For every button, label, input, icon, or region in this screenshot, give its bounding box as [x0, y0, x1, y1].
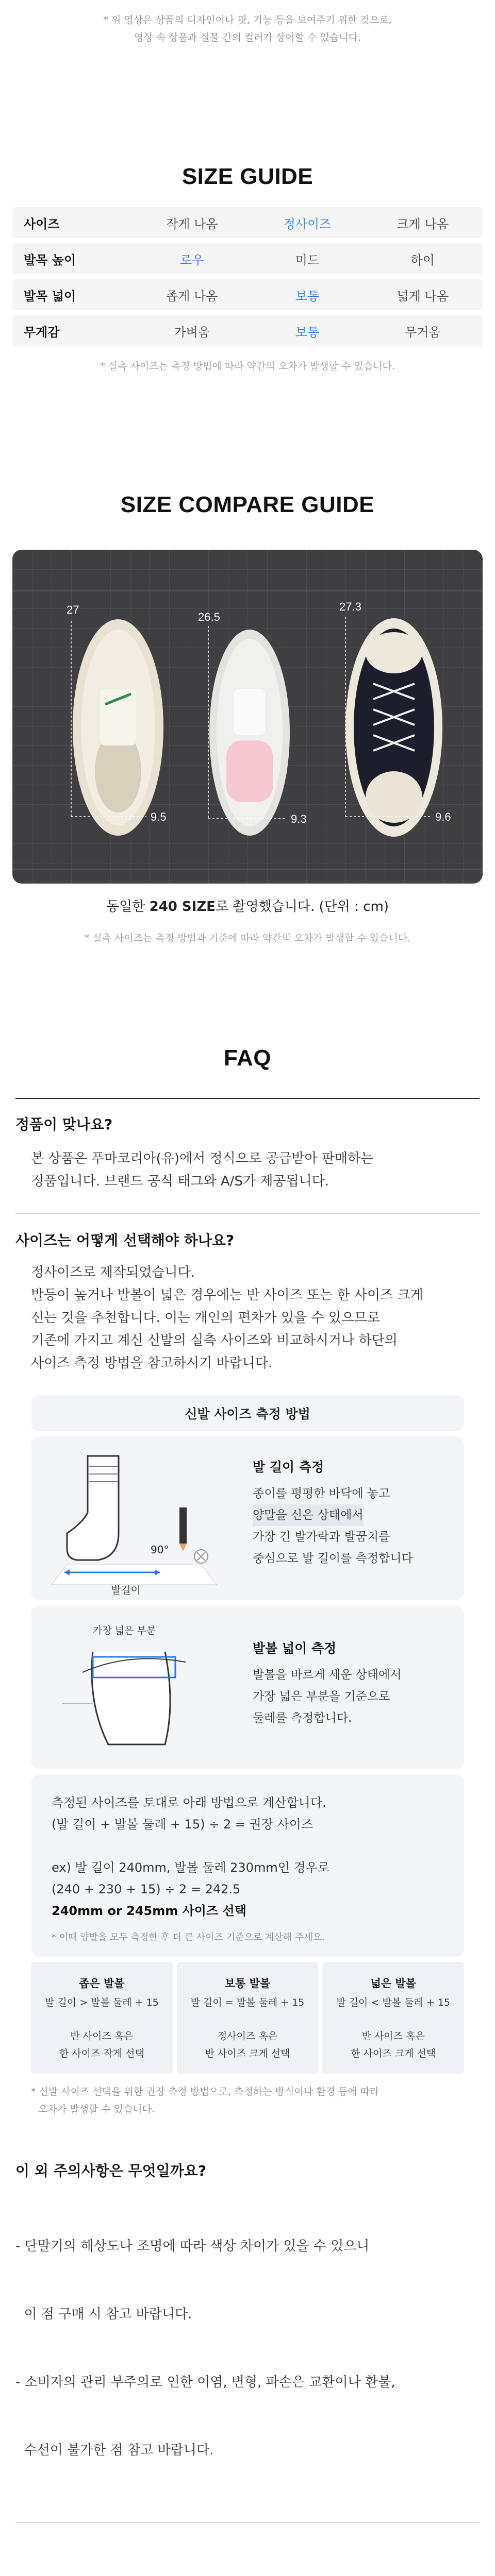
measure-guide: [31, 1395, 464, 2118]
faq-answer-2-line5: 사이즈 측정 방법을 참고하시기 바랍니다.: [31, 1355, 273, 1371]
size-guide-row: [12, 315, 483, 346]
foot-width-text: [253, 1638, 402, 1729]
size-calc-note: * 이때 양발을 모두 측정한 후 더 큰 사이즈 기준으로 계산해 주세요.: [52, 1932, 325, 1943]
faq-answer-3-line4: 수선이 불가한 점 참고 바랍니다.: [15, 2443, 214, 2458]
foot-length-label: 발길이: [111, 1584, 141, 1596]
narrow-width-card: [31, 1962, 173, 2074]
angle-label: 90°: [151, 1544, 169, 1556]
compare-caption-size: 240 SIZE: [149, 899, 216, 914]
shoe-3-width: 9.6: [435, 810, 451, 823]
wide-width-result-line2: 한 사이즈 크게 선택: [351, 2048, 436, 2059]
foot-width-desc-line1: 발볼을 바르게 세운 상태에서: [253, 1668, 402, 1682]
size-guide-table: [12, 202, 483, 351]
page-wrapper: [8, 0, 487, 2523]
size-calc-text: [52, 1792, 443, 1922]
size-guide-row-label: 발목 넓이: [12, 279, 132, 310]
faq-answer-2-line2: 발등이 높거나 발볼이 넓은 경우에는 반 사이즈 또는 한 사이즈 크게: [31, 1287, 423, 1303]
size-guide-row-label: 발목 높이: [12, 243, 132, 274]
size-calc-example: ex) 발 길이 240mm, 발볼 둘레 230mm인 경우로: [52, 1860, 330, 1875]
size-calc-formula: (발 길이 + 발볼 둘레 + 15) ÷ 2 = 권장 사이즈: [52, 1817, 314, 1832]
size-calc-result: 240mm or 245mm 사이즈 선택: [52, 1904, 246, 1918]
shoe-3-length: 27.3: [339, 600, 361, 613]
size-calc-example-formula: (240 + 230 + 15) ÷ 2 = 242.5: [52, 1882, 241, 1896]
foot-width-desc-line3: 둘레를 측정합니다.: [253, 1711, 352, 1725]
size-guide-option: 크게 나옴: [362, 207, 483, 238]
faq-answer-2-line1: 정사이즈로 제작되었습니다.: [31, 1265, 195, 1280]
faq-answer-3-line3: - 소비자의 관리 부주의로 인한 이염, 변형, 파손은 교환이나 환불,: [15, 2375, 395, 2390]
widest-part-label: 가장 넓은 부분: [93, 1625, 156, 1636]
normal-width-formula: 발 길이 = 발볼 둘레 + 15: [190, 1997, 305, 2008]
faq-answer-3-line2: 이 점 구매 시 참고 바랍니다.: [15, 2307, 192, 2322]
size-guide-option: 넓게 나옴: [362, 279, 483, 310]
measure-bottom-note-line2: 오차가 발생할 수 있습니다.: [38, 2104, 155, 2115]
foot-length-desc: [253, 1483, 413, 1569]
foot-length-desc-line2: 양말을 신은 상태에서: [253, 1504, 364, 1526]
faq-answer-2-line4: 기존에 가지고 계신 신발의 실측 사이즈와 비교하시거나 하단의: [31, 1333, 398, 1348]
foot-width-types: [31, 1962, 464, 2074]
compare-caption-post: 로 촬영했습니다. (단위 : cm): [215, 899, 389, 914]
foot-width-illustration: [62, 1641, 227, 1765]
video-note-line1: * 위 영상은 상품의 디자인이나 핏, 기능 등을 보여주기 위한 것으로,: [103, 14, 392, 26]
faq-divider: [15, 2522, 480, 2523]
faq-item-1: [15, 1099, 480, 1213]
wide-width-result: [325, 2027, 461, 2062]
measure-guide-title: 신발 사이즈 측정 방법: [31, 1395, 464, 1431]
size-guide-option: 정사이즈: [252, 207, 363, 238]
wide-width-card: [322, 1962, 464, 2074]
size-guide-option: 보통: [252, 315, 363, 346]
foot-width-desc-line2: 가장 넓은 부분을 기준으로: [253, 1690, 390, 1703]
faq-answer-2: [15, 1261, 480, 1375]
foot-length-illustration: [46, 1446, 232, 1595]
shoe-2-length: 26.5: [198, 611, 220, 623]
foot-length-box: [31, 1436, 464, 1600]
size-guide-option: 좁게 나옴: [132, 279, 252, 310]
normal-width-card: [177, 1962, 319, 2074]
narrow-width-result-line1: 반 사이즈 혹은: [70, 2030, 134, 2042]
shoe-1-length: 27: [67, 603, 79, 616]
narrow-width-result: [34, 2027, 170, 2062]
faq-question-2: 사이즈는 어떻게 선택해야 하나요?: [15, 1232, 235, 1249]
normal-width-result: [180, 2027, 316, 2062]
shoe-2-width: 9.3: [291, 812, 307, 825]
faq-answer-1-line1: 본 상품은 푸마코리아(유)에서 정식으로 공급받아 판매하는: [31, 1151, 374, 1166]
foot-length-desc-line3: 가장 긴 발가락과 발꿈치를: [253, 1530, 390, 1544]
wide-width-formula: 발 길이 < 발볼 둘레 + 15: [336, 1997, 451, 2008]
normal-width-result-line2: 반 사이즈 크게 선택: [205, 2048, 290, 2059]
faq-item-3: [15, 2144, 480, 2522]
size-guide-option: 로우: [132, 243, 252, 274]
shoe-1-width: 9.5: [151, 810, 167, 823]
compare-note: * 실측 사이즈는 측정 방법과 기준에 따라 약간의 오차가 발생할 수 있습니다.: [84, 933, 411, 944]
compare-caption: [8, 896, 487, 915]
faq-question-3: 이 외 주의사항은 무엇일까요?: [15, 2162, 207, 2179]
size-guide-row: [12, 243, 483, 274]
faq-item-2: [15, 1214, 480, 2133]
wide-width-title: 넓은 발볼: [370, 1977, 416, 1990]
measure-bottom-note: [31, 2083, 464, 2118]
size-guide-row-label: 사이즈: [12, 207, 132, 238]
faq-question-1: 정품이 맞나요?: [15, 1116, 113, 1133]
faq-answer-3: [15, 2190, 480, 2507]
faq-answer-1: [15, 1147, 480, 1193]
size-guide-note: * 실측 사이즈는 측정 방법에 따라 약간의 오차가 발생할 수 있습니다.: [100, 361, 395, 372]
faq-title: FAQ: [224, 1045, 271, 1071]
size-guide-row: [12, 279, 483, 310]
narrow-width-title: 좁은 발볼: [79, 1977, 125, 1990]
foot-length-title: 발 길이 측정: [253, 1460, 324, 1475]
normal-width-title: 보통 발볼: [224, 1977, 271, 1990]
measure-lines: [12, 550, 483, 884]
narrow-width-result-line2: 한 사이즈 작게 선택: [59, 2048, 144, 2059]
size-guide-option: 보통: [252, 279, 363, 310]
size-guide-title: SIZE GUIDE: [182, 164, 314, 189]
size-calc-box: [31, 1774, 464, 1957]
faq-answer-2-line3: 신는 것을 추천합니다. 이는 개인의 편차가 있을 수 있으므로: [31, 1310, 381, 1326]
video-note-line2: 영상 속 상품과 실물 간의 컬러가 상이할 수 있습니다.: [134, 32, 361, 43]
faq-answer-1-line2: 정품입니다. 브랜드 공식 태그와 A/S가 제공됩니다.: [31, 1174, 329, 1189]
narrow-width-formula: 발 길이 > 발볼 둘레 + 15: [44, 1997, 159, 2008]
wide-width-result-line1: 반 사이즈 혹은: [361, 2030, 425, 2042]
size-guide-option: 무거움: [362, 315, 483, 346]
video-note: [8, 0, 487, 46]
faq-answer-3-line1: - 단말기의 해상도나 조명에 따라 색상 차이가 있을 수 있으니: [15, 2239, 370, 2254]
size-guide-option: 미드: [252, 243, 363, 274]
shoe-compare-photo: [12, 550, 483, 884]
size-guide-option: 하이: [362, 243, 483, 274]
size-guide-option: 작게 나옴: [132, 207, 252, 238]
compare-title: SIZE COMPARE GUIDE: [120, 492, 375, 517]
foot-length-text: [253, 1457, 413, 1569]
foot-length-desc-line1: 종이를 평평한 바닥에 놓고: [253, 1487, 390, 1500]
foot-width-title: 발볼 넓이 측정: [253, 1641, 337, 1656]
size-guide-row-label: 무게감: [12, 315, 132, 346]
size-guide-row: [12, 207, 483, 238]
foot-width-desc: [253, 1664, 402, 1729]
foot-length-desc-line4: 중심으로 발 길이를 측정합니다: [253, 1552, 413, 1565]
size-calc-line1: 측정된 사이즈를 토대로 아래 방법으로 계산합니다.: [52, 1795, 326, 1810]
normal-width-result-line1: 정사이즈 혹은: [217, 2030, 278, 2042]
foot-width-box: [31, 1605, 464, 1769]
compare-caption-pre: 동일한: [106, 899, 150, 914]
faq-section: [15, 1098, 480, 2523]
size-guide-option: 가벼움: [132, 315, 252, 346]
measure-bottom-note-line1: * 신발 사이즈 선택을 위한 권장 측정 방법으로, 측정하는 방식이나 환경 등에 따라: [31, 2086, 380, 2097]
